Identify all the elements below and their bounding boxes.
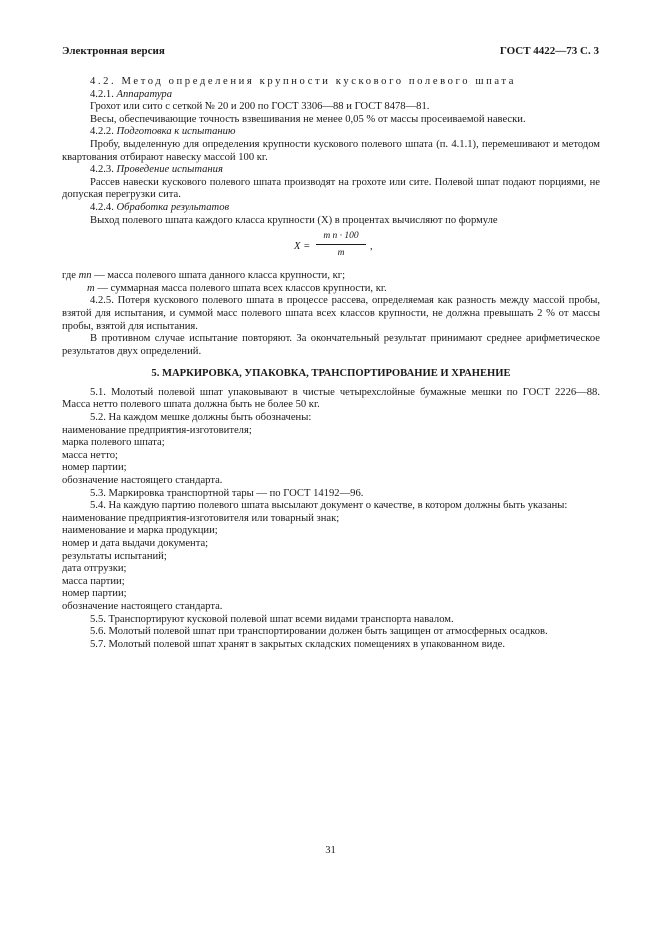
- clause-5-6: 5.6. Молотый полевой шпат при транспортировании должен быть защищен от атмосферных осадков.: [90, 626, 548, 638]
- formula: [62, 229, 600, 269]
- paragraph: Выход полевого шпата каждого класса крупности (X) в процентах вычисляют по формуле: [90, 214, 498, 226]
- clause-number: 4.2.4.: [90, 201, 114, 213]
- clause-4-2-2: [62, 126, 600, 139]
- list-item: масса нетто;: [62, 449, 118, 461]
- list-item: наименование предприятия-изготовителя или товарный знак;: [62, 512, 340, 524]
- paragraph: В противном случае испытание повторяют. За окончательный результат принимают среднее арифметическое результатов двух определений.: [62, 333, 600, 357]
- section-4-2-title: 4.2. Метод определения крупности кускового полевого шпата: [90, 76, 517, 87]
- paragraph: Грохот или сито с сеткой № 20 и 200 по ГОСТ 3306—88 и ГОСТ 8478—81.: [90, 101, 430, 113]
- document-body: [62, 76, 600, 651]
- clause-number: 4.2.3.: [90, 164, 114, 176]
- list-item: масса партии;: [62, 575, 125, 587]
- list-item: обозначение настоящего стандарта.: [62, 475, 223, 487]
- clause-5-5: 5.5. Транспортируют кусковой полевой шпат всеми видами транспорта навалом.: [90, 613, 454, 625]
- formula-numerator: m n · 100: [323, 231, 359, 242]
- clause-5-3: 5.3. Маркировка транспортной тары — по ГОСТ 14192—96.: [90, 487, 364, 499]
- clause-5-7: 5.7. Молотый полевой шпат хранят в закрытых складских помещениях в упакованном виде.: [90, 638, 506, 650]
- clause-5-2: 5.2. На каждом мешке должны быть обозначены:: [90, 412, 312, 424]
- fraction-bar: [316, 244, 366, 245]
- clause-number: 4.2.2.: [90, 126, 114, 138]
- clause-title: Аппаратура: [116, 88, 172, 100]
- clause-number: 4.2.1.: [90, 88, 114, 100]
- paragraph: Весы, обеспечивающие точность взвешивания не менее 0,05 % от массы просеиваемой навески.: [90, 113, 526, 125]
- header-edition-label: Электронная версия: [62, 45, 165, 57]
- definition-prefix: где: [62, 270, 76, 282]
- definition-text: — масса полевого шпата данного класса крупности, кг;: [94, 270, 346, 282]
- definition-m: [62, 283, 600, 296]
- definition-mn: [62, 270, 600, 283]
- header-standard-page: ГОСТ 4422—73 С. 3: [499, 45, 599, 57]
- definition-term: mn: [78, 270, 92, 282]
- list-5-4: [62, 513, 600, 614]
- list-item: марка полевого шпата;: [62, 437, 165, 449]
- clause-5-1: 5.1. Молотый полевой шпат упаковывают в чистые четырехслойные бумажные мешки по ГОСТ 2226—88. Масса нетто полевого шпата должна быть не более 50 кг.: [62, 386, 600, 411]
- list-item: результаты испытаний;: [62, 550, 167, 562]
- list-item: номер партии;: [62, 462, 127, 474]
- formula-comma: ,: [370, 241, 373, 253]
- paragraph: Пробу, выделенную для определения крупности кускового полевого шпата (п. 4.1.1), перемешивают и методом квартования отбирают навеску массой 100 кг.: [62, 138, 600, 163]
- clause-4-2-5: 4.2.5. Потеря кускового полевого шпата в процессе рассева, определяемая как разность между массой пробы, взятой для испытания, и суммой масс полевого шпата всех классов крупности, не должна превышать 2 % от массы пробы, взятой для испытания.: [62, 295, 600, 332]
- list-item: дата отгрузки;: [62, 563, 127, 575]
- formula-fraction: [316, 230, 366, 259]
- page-number: 31: [325, 845, 336, 856]
- list-item: обозначение настоящего стандарта.: [62, 600, 223, 612]
- formula-denominator: m: [337, 247, 345, 258]
- clause-4-2-1: [62, 89, 600, 102]
- definition-term: m: [87, 282, 95, 294]
- clause-title: Обработка результатов: [116, 201, 230, 213]
- clause-title: Подготовка к испытанию: [116, 126, 236, 138]
- clause-4-2-3: [62, 164, 600, 177]
- definition-text: — суммарная масса полевого шпата всех классов крупности, кг.: [97, 282, 387, 294]
- clause-title: Проведение испытания: [116, 164, 223, 176]
- clause-5-4: 5.4. На каждую партию полевого шпата высылают документ о качестве, в котором должны быть указаны:: [90, 500, 568, 512]
- list-5-2: [62, 425, 600, 488]
- list-item: наименование и марка продукции;: [62, 525, 218, 537]
- formula-lhs: X =: [294, 241, 311, 253]
- list-item: наименование предприятия-изготовителя;: [62, 424, 252, 436]
- clause-4-2-4: [62, 202, 600, 215]
- section-5-heading: 5. МАРКИРОВКА, УПАКОВКА, ТРАНСПОРТИРОВАНИЕ И ХРАНЕНИЕ: [151, 368, 511, 380]
- paragraph: Рассев навески кускового полевого шпата производят на грохоте или сите. Полевой шпат подают порциями, не допуская перегрузки сита.: [62, 176, 600, 201]
- list-item: номер и дата выдачи документа;: [62, 538, 209, 549]
- list-item: номер партии;: [62, 588, 127, 600]
